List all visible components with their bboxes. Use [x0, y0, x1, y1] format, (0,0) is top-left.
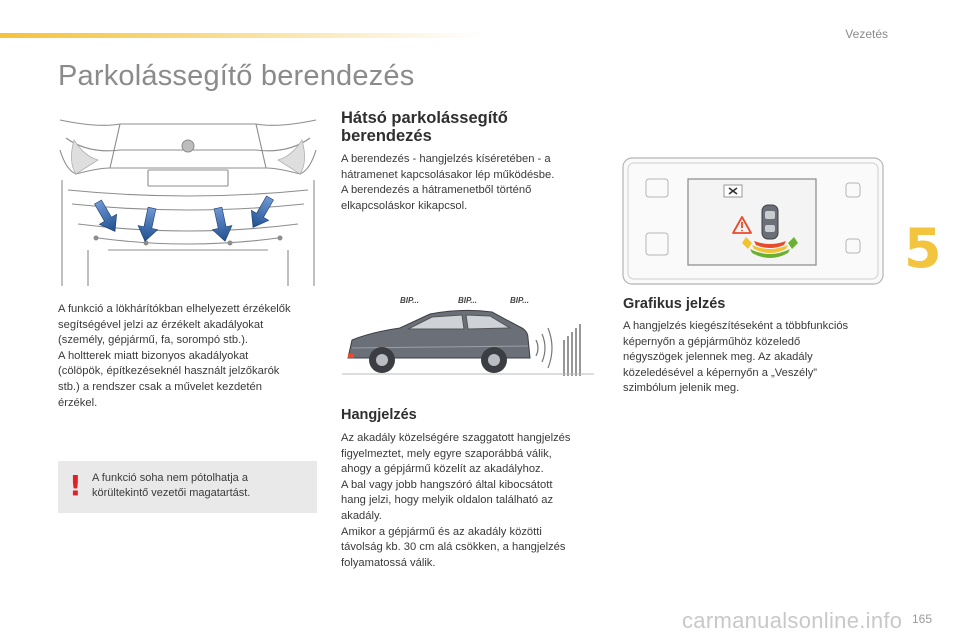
page-title: Parkolássegítő berendezés [58, 60, 415, 92]
beep-label: BIP... [400, 296, 419, 305]
beep-label: BIP... [510, 296, 529, 305]
beep-label: BIP... [458, 296, 477, 305]
audible-text: Az akadály közelségére szaggatott hangjelzés figyelmeztet, mely egyre szaporábbá válik, ahogy a gépjármű közelít az akadályhoz. A bal vagy jobb hangszóró által kibocsátott hang jelzi, hogy melyik oldalon található az akadály. Amikor a gépjármű és az akadály közötti távolság kb. 30 cm alá csökken, a hangjelzés folyamatossá válik. [341, 432, 571, 569]
watermark: carmanualsonline.info [682, 608, 903, 633]
warning-text: A funkció soha nem pótolhatja a körültekintő vezetői magatartást. [92, 472, 251, 499]
section-label: Vezetés [845, 27, 888, 41]
sensor-arrows [58, 110, 318, 286]
chapter-number: 5 [904, 217, 942, 280]
sensor-arrow [244, 193, 278, 232]
rear-sensors-text: A berendezés - hangjelzés kíséretében - a hátramenet kapcsolásakor lép működésbe. A berendezés a hátramenetből történő elkapcsoláskor kikapcsol. [341, 153, 555, 212]
header-accent-bar [0, 33, 480, 38]
sensor-arrow [208, 206, 235, 243]
car-top-view-icon [762, 205, 778, 239]
car-side-icon [348, 310, 530, 373]
sensor-description: A funkció a lökhárítókban elhelyezett érzékelők segítségével jelzi az érzékelt akadályokat (személy, gépjármű, fa, sorompó stb.). A holtterek miatt bizonyos akadályokat (cölöpök, építkezéseknél használt jelzőkarók stb.) a rendszer csak a művelet kezdetén érzékel. [58, 303, 291, 409]
page-number: 165 [912, 612, 933, 626]
audible-heading: Hangjelzés [341, 407, 417, 423]
graphic-heading: Grafikus jelzés [623, 296, 726, 312]
sensor-arrow [135, 206, 162, 243]
display-screen-figure [622, 157, 884, 285]
warning-box [58, 461, 317, 513]
exclamation-icon: ! [69, 469, 82, 502]
sensor-arrow [89, 197, 123, 236]
beep-figure [342, 288, 594, 388]
graphic-text: A hangjelzés kiegészítéseként a többfunkciós képernyőn a gépjárműhöz közeledő négyszögek jelennek meg. Az akadály közeledésével a képernyőn a „Veszély” szimbólum jelenik meg. [623, 320, 849, 395]
sound-wave-icon [536, 328, 552, 368]
obstacle-wall-icon [564, 324, 580, 376]
rear-sensors-heading: Hátsó parkolássegítő berendezés [341, 109, 508, 145]
